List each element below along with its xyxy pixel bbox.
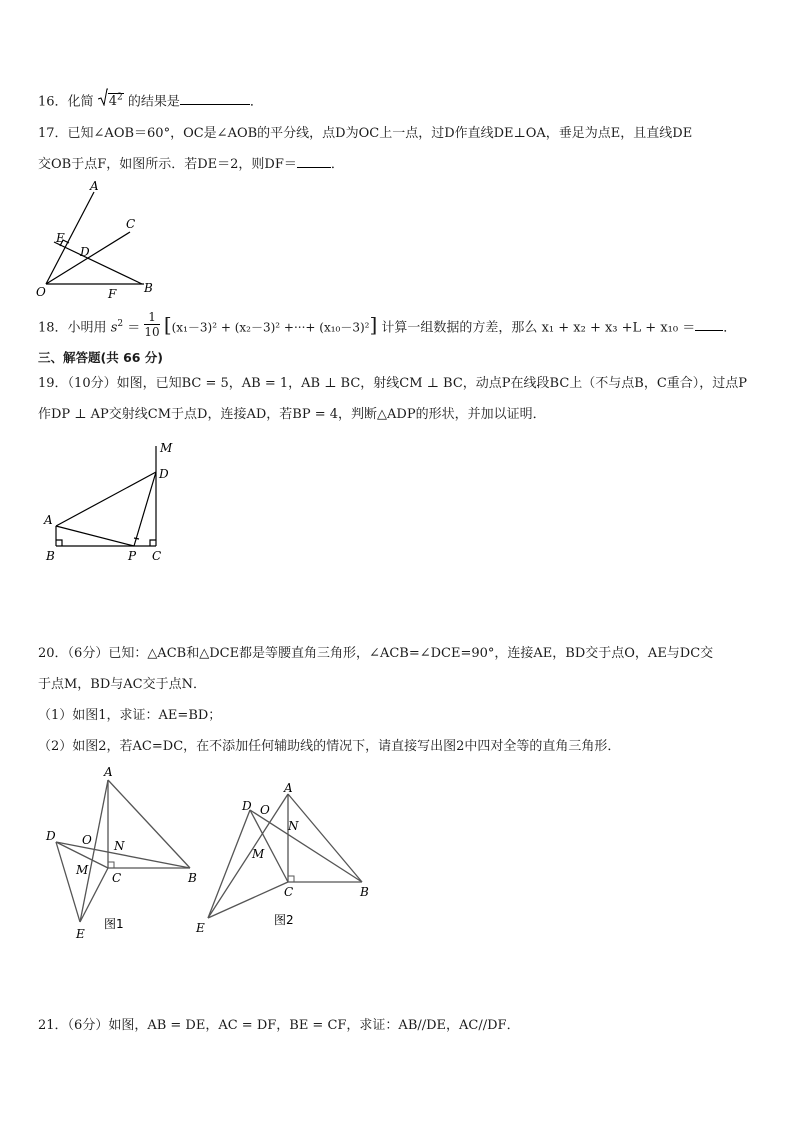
question-18: 18．小明用 $s^2$ ＝ $\frac{1}{10}$ [(x₁－3)² + (x₂－3)² +···+ (x₁₀－3)²] 计算一组数据的方差，那么 x₁ + x₂ + x₃ +L + x₁₀ ＝ ．	[38, 310, 737, 340]
q18-equals: ＝	[127, 320, 141, 336]
fig1-label-e: E	[76, 927, 85, 941]
q17-figure	[30, 180, 170, 300]
fig1-label-o: O	[82, 833, 92, 847]
q16-answer-blank[interactable]	[180, 92, 250, 105]
q17-line2	[38, 155, 344, 175]
q16-number: 16．	[38, 94, 68, 110]
fig2-label-a: A	[284, 781, 293, 795]
q21-line: 21．（6分）如图，AB = DE，AC = DF，BE = CF，求证：AB//DE，AC//DF．	[38, 1018, 520, 1033]
q20-figure-1	[40, 762, 210, 942]
fig1-label-n: N	[114, 839, 125, 853]
q17-label-c: C	[126, 217, 136, 231]
q20-part1: （1）如图1，求证：AE=BD；	[38, 708, 222, 723]
fig2-label-b: B	[360, 885, 369, 899]
fig2-label-o: O	[260, 803, 270, 817]
q18-frac-den: 10	[144, 325, 160, 340]
q19-label-m: M	[160, 441, 173, 455]
q17-label-d: D	[80, 245, 90, 259]
fig2-label-e: E	[196, 921, 205, 935]
radical-sign-icon	[98, 88, 108, 106]
fig2-label-m: M	[252, 847, 265, 861]
q17-line2-text: 交OB于点F，如图所示．若DE＝2，则DF＝	[38, 157, 297, 172]
fig1-label-c: C	[112, 871, 122, 885]
fig2-caption: 图2	[274, 913, 294, 927]
q20-figure-2	[194, 780, 384, 940]
fig2-label-d: D	[242, 799, 252, 813]
q16-suffix: 的结果是	[127, 94, 180, 110]
fig1-label-a: A	[104, 765, 113, 779]
q19-label-d: D	[159, 467, 169, 481]
q17-label-f: F	[108, 287, 117, 300]
q17-label-o: O	[36, 285, 46, 299]
q18-sum: x₁ + x₂ + x₃ +L + x₁₀ ＝	[541, 320, 696, 336]
q19-label-b: B	[46, 549, 55, 563]
q20-line1: 20．（6分）已知：△ACB和△DCE都是等腰直角三角形，∠ACB=∠DCE=90°，连接AE，BD交于点O，AE与DC交	[38, 646, 714, 661]
q19-label-p: P	[128, 549, 137, 563]
q19-line1: 19．（10分）如图，已知BC = 5，AB = 1，AB ⊥ BC，射线CM ⊥ BC，动点P在线段BC上（不与点B，C重合），过点P	[38, 376, 748, 391]
q16-end: ．	[249, 94, 263, 110]
fig1-label-b: B	[188, 871, 197, 885]
q19-figure	[38, 438, 178, 568]
section-heading: 三、解答题(共 66 分)	[38, 350, 164, 365]
q20-line2: 于点M，BD与AC交于点N．	[38, 677, 206, 692]
question-16	[38, 88, 263, 112]
q16-prefix: 化简	[67, 94, 94, 110]
fig1-caption: 图1	[104, 917, 124, 931]
q18-frac-num: 1	[144, 310, 159, 325]
q20-part2: （2）如图2，若AC=DC，在不添加任何辅助线的情况下，请直接写出图2中四对全等的直角三角形．	[38, 739, 621, 754]
q18-expression: (x₁－3)² + (x₂－3)² +···+ (x₁₀－3)²	[171, 320, 370, 335]
q18-prefix: 18．小明用	[38, 320, 107, 336]
q19-line2: 作DP ⊥ AP交射线CM于点D，连接AD，若BP = 4，判断△ADP的形状，并加以证明．	[38, 407, 546, 422]
fig1-label-m: M	[76, 863, 89, 877]
q18-fraction	[144, 310, 159, 339]
q17-label-b: B	[144, 281, 153, 295]
q16-exponent: 2	[116, 93, 123, 103]
q16-radicand: 4	[108, 94, 117, 110]
q17-line2-end: ．	[330, 157, 344, 172]
q18-end: ．	[723, 320, 737, 336]
q19-label-a: A	[44, 513, 53, 527]
q17-label-e: E	[56, 231, 65, 245]
q18-middle: 计算一组数据的方差，那么	[381, 320, 538, 336]
q16-sqrt	[98, 88, 124, 112]
q18-answer-blank[interactable]	[695, 318, 723, 331]
fig1-label-d: D	[46, 829, 56, 843]
q18-s: s	[110, 320, 118, 336]
q17-label-a: A	[90, 180, 99, 193]
q19-label-c: C	[152, 549, 162, 563]
fig2-label-n: N	[288, 819, 299, 833]
q17-line1: 17．已知∠AOB＝60°，OC是∠AOB的平分线，点D为OC上一点，过D作直线DE⊥OA，垂足为点E，且直线DE	[38, 126, 693, 141]
fig2-label-c: C	[284, 885, 294, 899]
q17-answer-blank[interactable]	[297, 155, 331, 168]
